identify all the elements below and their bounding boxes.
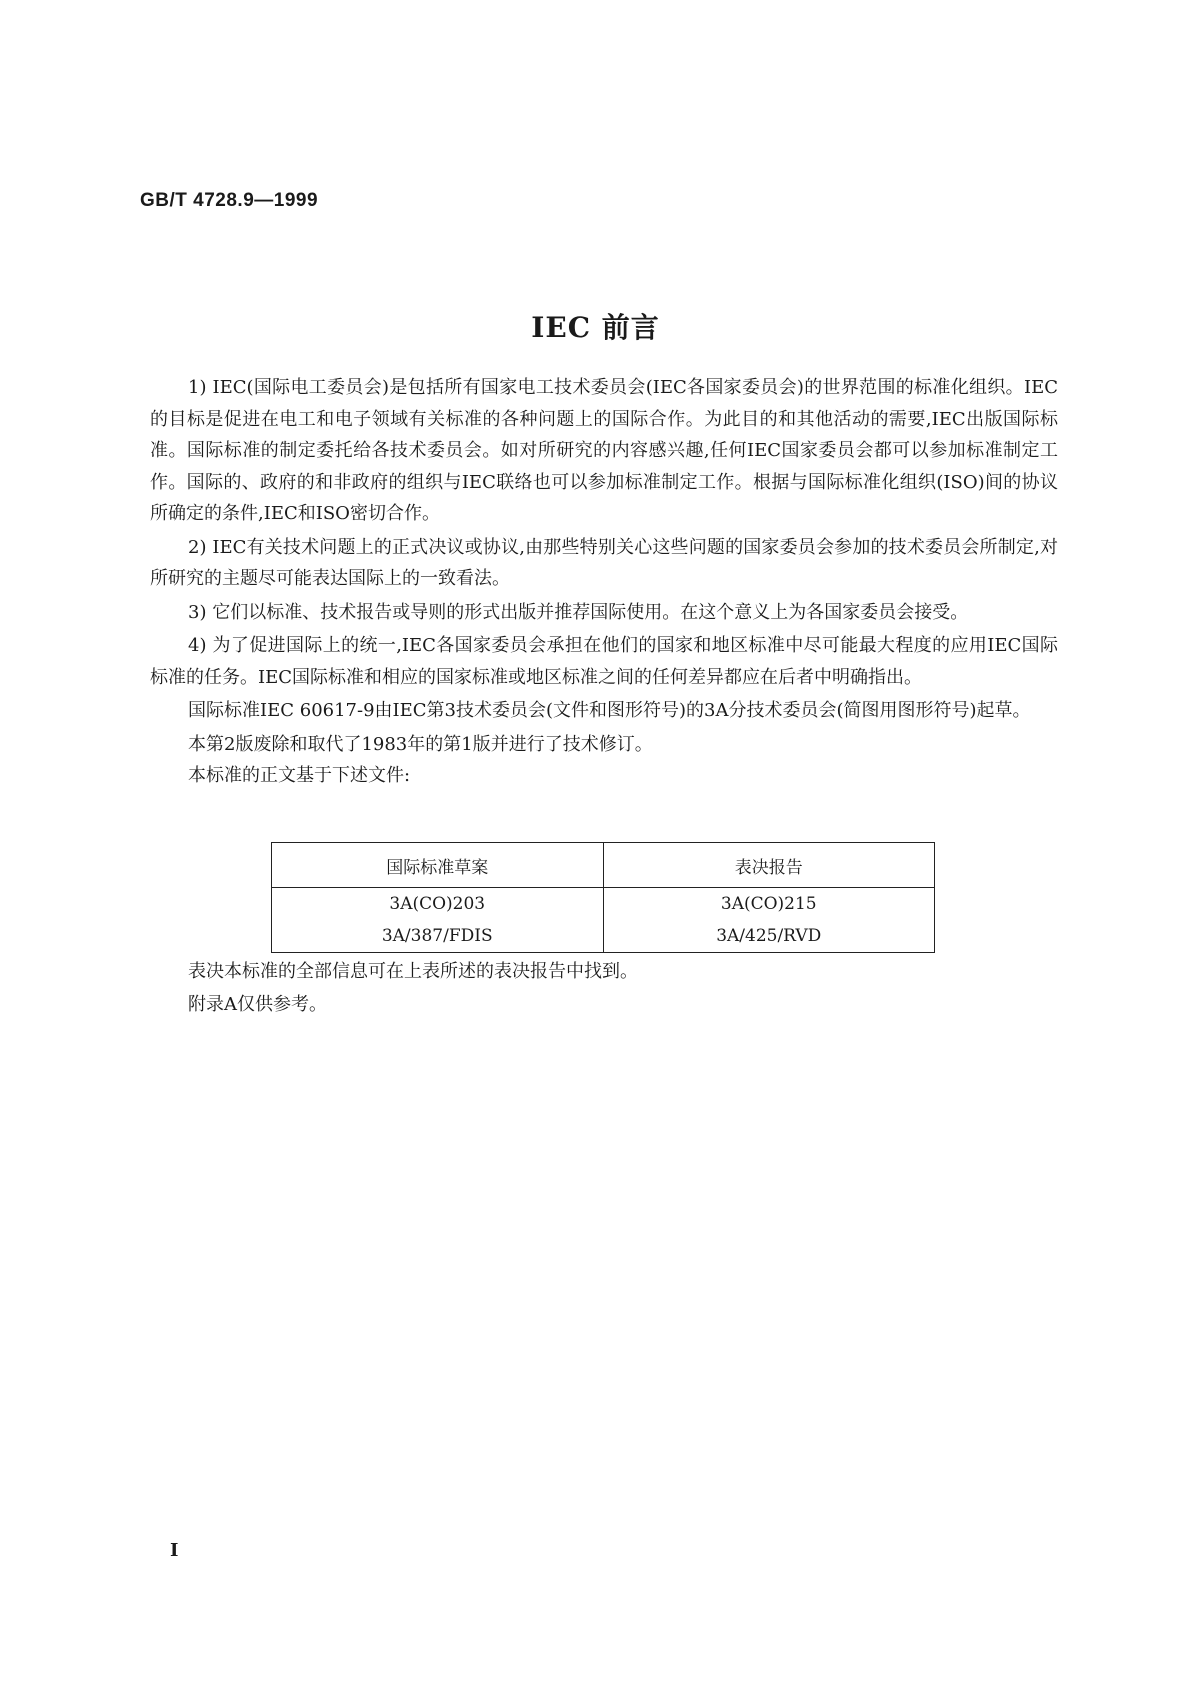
- table-row: [272, 920, 935, 953]
- table-header-row: [272, 843, 935, 888]
- standard-number: GB/T 4728.9—1999: [140, 190, 319, 211]
- paragraph-1: 1) IEC(国际电工委员会)是包括所有国家电工技术委员会(IEC各国家委员会)的世界范围的标准化组织。IEC的目标是促进在电工和电子领域有关标准的各种问题上的国际合作。为此目的和其他活动的需要,IEC出版国际标准。国际标准的制定委托给各技术委员会。如对所研究的内容感兴趣,任何IEC国家委员会都可以参加标准制定工作。国际的、政府的和非政府的组织与IEC联络也可以参加标准制定工作。根据与国际标准化组织(ISO)间的协议所确定的条件,IEC和ISO密切合作。: [150, 377, 1058, 524]
- paragraph-2: 2) IEC有关技术问题上的正式决议或协议,由那些特别关心这些问题的国家委员会参加的技术委员会所制定,对所研究的主题尽可能表达国际上的一致看法。: [150, 536, 1058, 589]
- vote-info-note: 表决本标准的全部信息可在上表所述的表决报告中找到。: [188, 961, 638, 982]
- paragraph-3: 3) 它们以标准、技术报告或导则的形式出版并推荐国际使用。在这个意义上为各国家委员会接受。: [188, 601, 969, 623]
- paragraph-iec-60617-9: 国际标准IEC 60617-9由IEC第3技术委员会(文件和图形符号)的3A分技术委员会(简图用图形符号)起草。: [188, 700, 1031, 721]
- table-cell: 3A/387/FDIS: [272, 920, 604, 953]
- table-header-draft: 国际标准草案: [272, 843, 604, 888]
- table-cell: 3A(CO)203: [272, 888, 604, 921]
- edition-note: 本第2版废除和取代了1983年的第1版并进行了技术修订。: [188, 733, 653, 755]
- paragraph-4: 4) 为了促进国际上的统一,IEC各国家委员会承担在他们的国家和地区标准中尽可能最大程度的应用IEC国际标准的任务。IEC国际标准和相应的国家标准或地区标准之间的任何差异都应在后者中明确指出。: [150, 635, 1058, 688]
- after-table-notes: [188, 955, 638, 1021]
- annex-note: 附录A仅供参考。: [188, 994, 327, 1015]
- based-on-note: 本标准的正文基于下述文件:: [188, 765, 411, 786]
- page-number: I: [170, 1540, 179, 1561]
- documents-table: [271, 842, 935, 953]
- page-title: IEC 前言: [531, 311, 660, 344]
- table-header-vote-report: 表决报告: [603, 843, 935, 888]
- table-cell: 3A/425/RVD: [603, 920, 935, 953]
- table-row: [272, 888, 935, 921]
- body-text: [150, 372, 1058, 792]
- table-cell: 3A(CO)215: [603, 888, 935, 921]
